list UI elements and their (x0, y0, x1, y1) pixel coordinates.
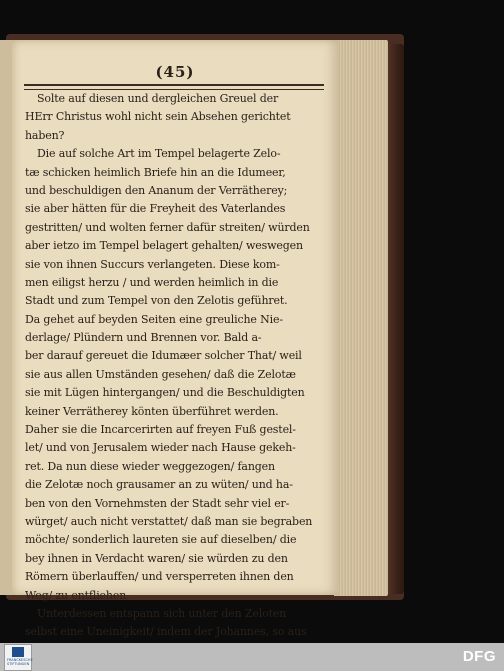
institution-logo[interactable] (4, 644, 32, 671)
text-line: HErr Christus wohl nicht sein Absehen gerichtet (25, 110, 291, 124)
text-line: men eiligst herzu / und werden heimlich in die (25, 275, 279, 289)
text-line: Da gehet auf beyden Seiten eine greuliche Nie- (25, 312, 283, 326)
text-line: selbst eine Uneinigkeit/ indem der Johannes, so aus (25, 625, 307, 639)
page-edges (334, 40, 388, 596)
text-line: aber ietzo im Tempel belagert gehalten/ weswegen (25, 239, 303, 253)
text-line: tæ schicken heimlich Briefe hin an die Idumeer, (25, 165, 286, 179)
text-line: keiner Verrätherey könten überführet werden. (25, 404, 279, 418)
text-line: Die auf solche Art im Tempel belagerte Zelo- (37, 147, 281, 161)
text-line: Daher sie die Incarcerirten auf freyen Fuß gestel- (25, 423, 296, 437)
text-line: und beschuldigen den Ananum der Verrätherey; (25, 183, 288, 197)
page-number: (45) (155, 63, 195, 81)
page-header (12, 62, 338, 81)
text-line: sie aus allen Umständen gesehen/ daß die Zelotæ (25, 367, 296, 381)
text-line: ret. Da nun diese wieder weggezogen/ fangen (25, 459, 275, 473)
logo-text: FRANCKESCHE STIFTUNGEN (7, 658, 33, 666)
text-line: haben? (25, 128, 65, 142)
text-line: derlage/ Plündern und Brennen vor. Bald a- (25, 331, 262, 345)
viewer-footer-bar (0, 643, 504, 671)
text-line: möchte/ sonderlich laureten sie auf dieselben/ die (25, 533, 297, 547)
body-text (25, 90, 325, 660)
text-line: ben von den Vornehmsten der Stadt sehr viel er- (25, 496, 290, 510)
dfg-logo[interactable]: DFG (462, 648, 496, 665)
logo-icon (12, 647, 24, 657)
text-line: Weg/ zu entfliehen. (25, 588, 130, 602)
text-line: bey ihnen in Verdacht waren/ sie würden zu den (25, 551, 288, 565)
text-line: sie von ihnen Succurs verlangeten. Diese kom- (25, 257, 280, 271)
book-page (12, 40, 338, 639)
text-line: sie aber hätten für die Freyheit des Vaterlandes (25, 202, 286, 216)
text-line: Römern überlauffen/ und versperreten ihnen den (25, 570, 294, 584)
text-line: die Zelotæ noch grausamer an zu wüten/ und ha- (25, 478, 293, 492)
text-line: Solte auf diesen und dergleichen Greuel der (37, 92, 279, 105)
text-line: würget/ auch nicht verstattet/ daß man sie begraben (25, 514, 313, 528)
text-line: gestritten/ und wolten ferner dafür streiten/ würden (25, 220, 310, 234)
text-line: sie mit Lügen hintergangen/ und die Beschuldigten (25, 386, 305, 400)
text-line: ber darauf gereuet die Idumæer solcher That/ weil (25, 349, 302, 363)
text-line: Unterdessen entspann sich unter den Zeloten (37, 606, 287, 620)
text-line: let/ und von Jerusalem wieder nach Hause gekeh- (25, 441, 296, 455)
book-spine-edge (386, 44, 404, 594)
text-line: Stadt und zum Tempel von den Zelotis geführet. (25, 294, 288, 308)
